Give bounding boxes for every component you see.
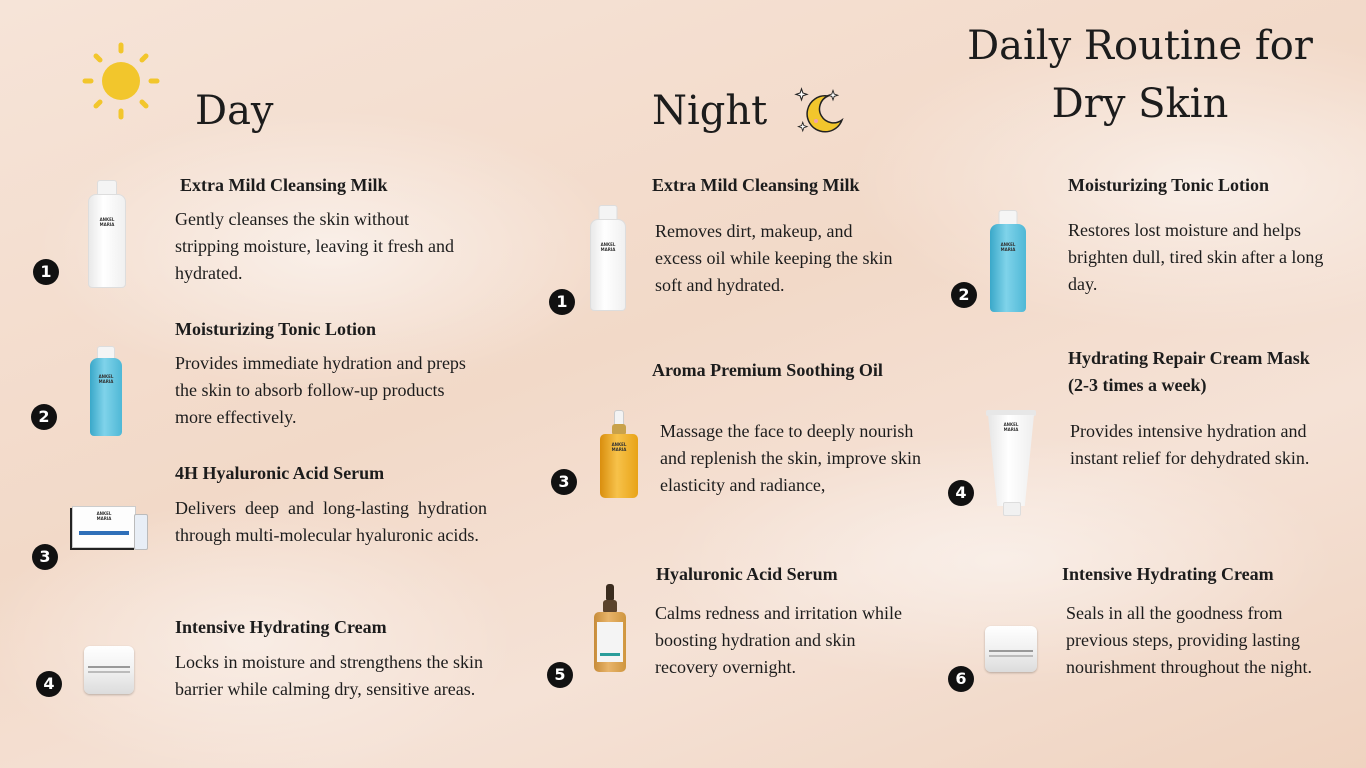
cleansing-milk-bottle-image [88, 180, 126, 288]
soothing-oil-bottle-image: ANKEL MARIA [600, 410, 638, 498]
day-step-1-name: Extra Mild Cleansing Milk [180, 175, 388, 195]
night-step-1-description: Removes dirt, makeup, and excess oil while keeping the skin soft and hydrated. [655, 221, 893, 295]
night-step-1-name: Extra Mild Cleansing Milk [652, 175, 860, 195]
hyaluronic-serum-box-image: ANKEL MARIA [72, 506, 148, 552]
day-step-4-name: Intensive Hydrating Cream [175, 617, 387, 637]
day-step-4-number: 4 [36, 671, 62, 697]
brand-line-2: MARIA [99, 222, 115, 227]
night-step-3-description: Massage the face to deeply nourish and replenish the skin, improve skin elasticity and radiance, [660, 421, 921, 495]
title-line-1: Daily Routine for [967, 23, 1313, 69]
day-step-2-name: Moisturizing Tonic Lotion [175, 319, 377, 339]
title-line-2: Dry Skin [1051, 81, 1229, 127]
night-step-2-name: Moisturizing Tonic Lotion [1068, 175, 1270, 195]
night-step-5-description: Calms redness and irritation while boosting hydration and skin recovery overnight. [655, 603, 902, 677]
night-step-6-number: 6 [948, 666, 974, 692]
tonic-lotion-bottle-image: ANKEL MARIA [90, 346, 122, 436]
page-title [960, 18, 1320, 132]
night-heading: Night [652, 88, 768, 134]
moon-icon [794, 84, 848, 138]
night-step-1-number: 1 [549, 289, 575, 315]
night-step-4-name-line-2: (2-3 times a week) [1068, 375, 1207, 395]
brand-line-1: ANKEL [99, 217, 115, 222]
night-step-2-number: 2 [951, 282, 977, 308]
day-step-3-name: 4H Hyaluronic Acid Serum [175, 463, 385, 483]
night-step-5-number: 5 [547, 662, 573, 688]
night-tonic-lotion-bottle-image: ANKEL MARIA [990, 210, 1026, 312]
night-cleansing-milk-bottle-image: ANKEL MARIA [590, 205, 626, 311]
day-step-2-description: Provides immediate hydration and preps the skin to absorb follow-up products more effectively. [175, 353, 466, 427]
hyaluronic-serum-bottle-image [594, 584, 626, 672]
day-step-1-number: 1 [33, 259, 59, 285]
day-heading: Day [195, 88, 274, 134]
night-step-4-name [1068, 345, 1358, 399]
night-step-4-description: Provides intensive hydration and instant relief for dehydrated skin. [1070, 421, 1310, 468]
day-step-2-number: 2 [31, 404, 57, 430]
night-step-4-number: 4 [948, 480, 974, 506]
night-hydrating-cream-jar-image [985, 626, 1037, 672]
repair-cream-mask-tube-image: ANKEL MARIA [986, 410, 1036, 516]
day-step-3-number: 3 [32, 544, 58, 570]
night-step-2-description: Restores lost moisture and helps brighten dull, tired skin after a long day. [1068, 220, 1324, 294]
night-step-6-name: Intensive Hydrating Cream [1062, 564, 1274, 584]
sun-icon [80, 40, 164, 124]
night-step-3-name: Aroma Premium Soothing Oil [652, 360, 883, 380]
day-step-4-description: Locks in moisture and strengthens the skin barrier while calming dry, sensitive areas. [175, 652, 483, 699]
night-step-5-name: Hyaluronic Acid Serum [656, 564, 838, 584]
night-step-4-name-line-1: Hydrating Repair Cream Mask [1068, 348, 1310, 368]
day-step-3-description: Delivers deep and long-lasting hydration through multi-molecular hyaluronic acids. [175, 498, 487, 545]
hydrating-cream-jar-image [84, 646, 134, 694]
night-step-6-description: Seals in all the goodness from previous steps, providing lasting nourishment throughout the night. [1066, 603, 1312, 677]
night-step-3-number: 3 [551, 469, 577, 495]
day-step-1-description: Gently cleanses the skin without stripping moisture, leaving it fresh and hydrated. [175, 209, 454, 283]
